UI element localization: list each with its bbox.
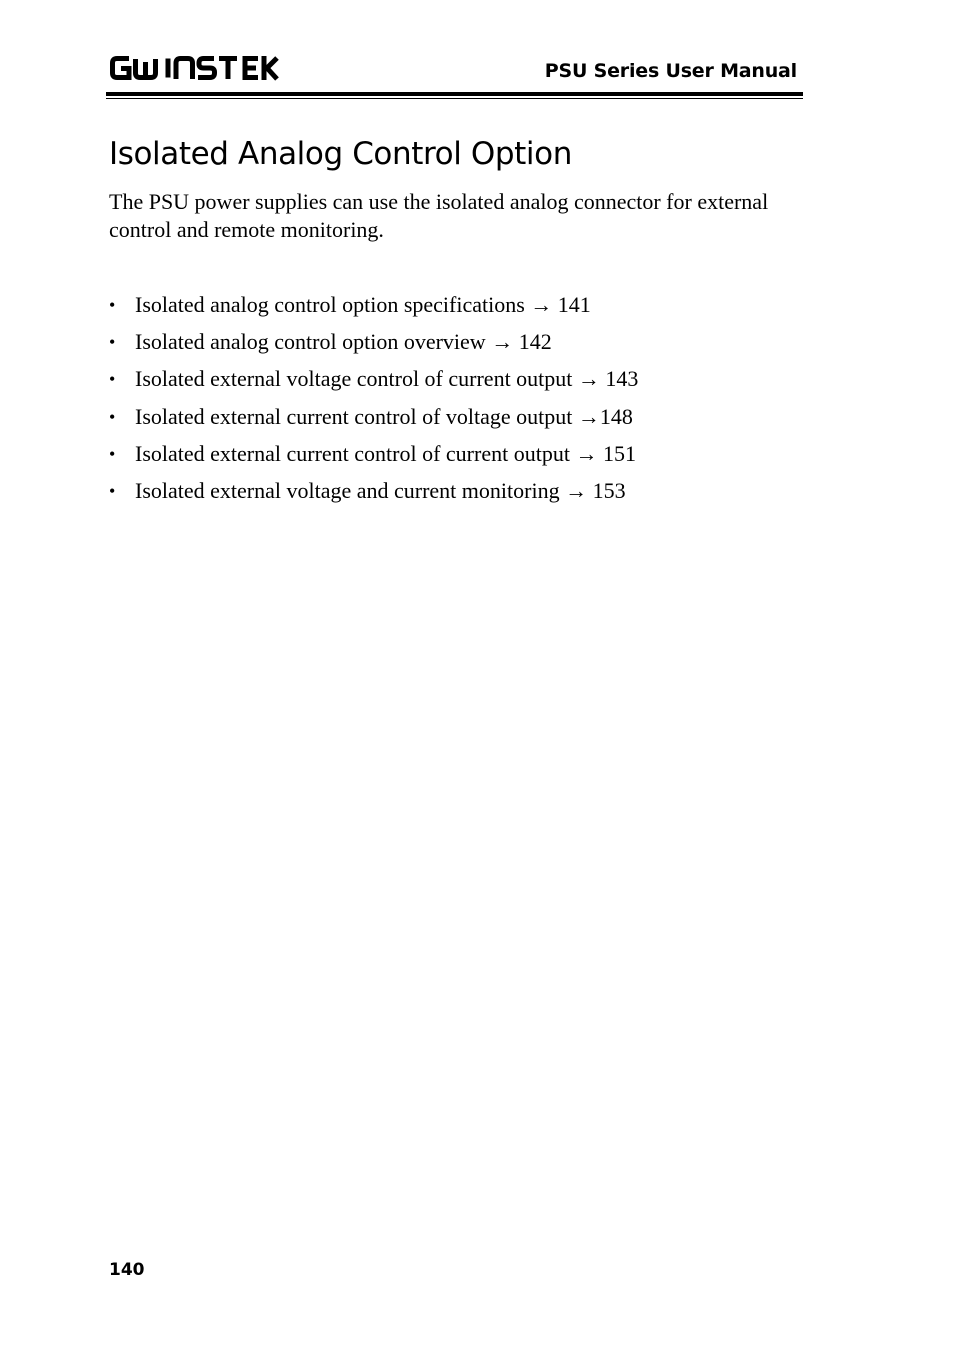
list-item[interactable] bbox=[109, 365, 799, 402]
arrow-icon: → bbox=[575, 440, 603, 466]
gw-instek-logo bbox=[109, 53, 279, 83]
page-ref[interactable]: 153 bbox=[592, 477, 626, 503]
list-item[interactable] bbox=[109, 440, 799, 477]
arrow-icon: → bbox=[530, 292, 558, 317]
list-item-text: Isolated external current control of current output bbox=[135, 440, 570, 466]
list-item[interactable] bbox=[109, 291, 799, 328]
bullet-icon: • bbox=[109, 369, 116, 390]
list-item[interactable] bbox=[109, 477, 799, 514]
list-item-text: Isolated external voltage and current monitoring bbox=[135, 477, 560, 503]
page-ref[interactable]: 148 bbox=[599, 403, 633, 429]
page-ref[interactable]: 142 bbox=[518, 329, 552, 355]
list-item-text: Isolated analog control option specifications bbox=[135, 292, 525, 317]
header-rule-thick bbox=[106, 92, 803, 96]
manual-title: PSU Series User Manual bbox=[544, 60, 797, 82]
arrow-icon: → bbox=[565, 477, 593, 503]
bullet-icon: • bbox=[109, 480, 116, 501]
bullet-icon: • bbox=[109, 295, 116, 315]
arrow-icon: → bbox=[577, 366, 606, 392]
list-item-text: Isolated external current control of voltage output bbox=[135, 403, 573, 429]
bullet-icon: • bbox=[109, 332, 116, 353]
page-ref[interactable]: 141 bbox=[557, 292, 591, 317]
list-item[interactable] bbox=[109, 328, 799, 365]
list-item[interactable] bbox=[109, 403, 799, 440]
bullet-icon: • bbox=[109, 406, 116, 427]
header-rule-thin bbox=[106, 98, 803, 99]
topic-list bbox=[109, 291, 799, 514]
bullet-icon: • bbox=[109, 443, 116, 464]
list-item-text: Isolated analog control option overview bbox=[135, 329, 486, 355]
page-title: Isolated Analog Control Option bbox=[109, 136, 572, 172]
arrow-icon: → bbox=[491, 329, 519, 355]
intro-paragraph: The PSU power supplies can use the isolated analog connector for external control and remote monitoring. bbox=[109, 189, 769, 242]
arrow-icon: → bbox=[577, 403, 600, 429]
page-ref[interactable]: 151 bbox=[602, 440, 636, 466]
page-number: 140 bbox=[109, 1260, 145, 1280]
page-ref[interactable]: 143 bbox=[605, 366, 639, 392]
list-item-text: Isolated external voltage control of current output bbox=[135, 366, 573, 392]
